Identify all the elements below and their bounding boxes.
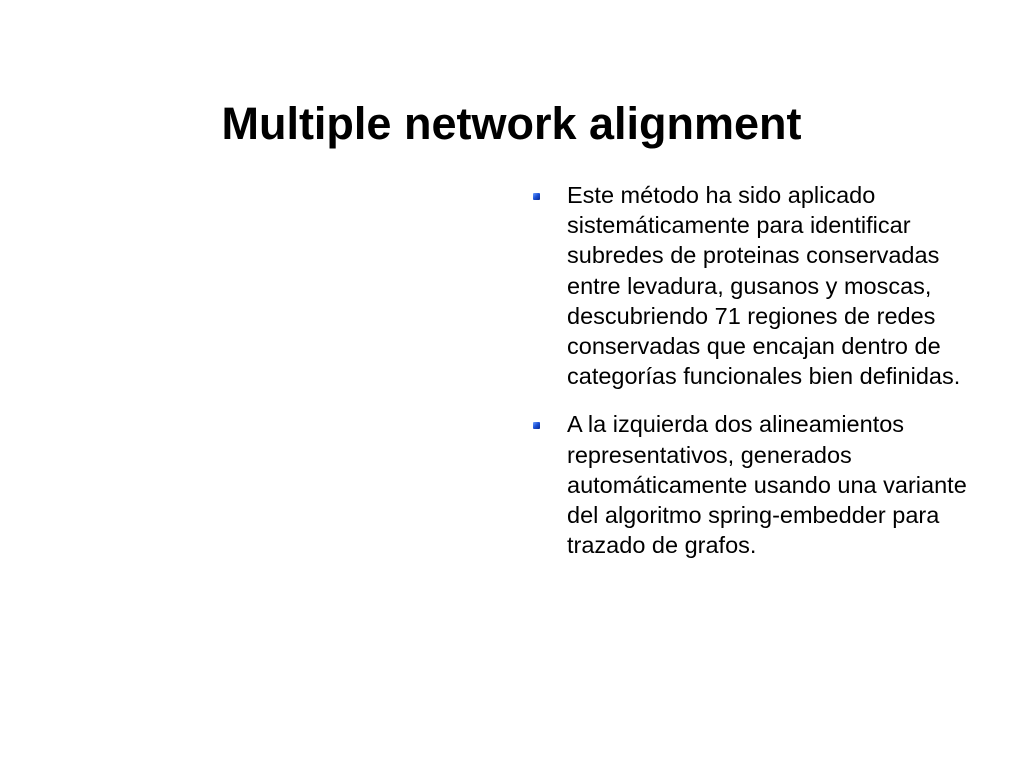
bullet-text: Este método ha sido aplicado sistemáticamente para identificar subredes de proteinas conservadas entre levadura, gusanos y moscas, descubriendo 71 regiones de redes conservadas que encajan dentro de categorías funcionales bien definidas. <box>567 182 961 390</box>
bullet-item <box>530 180 980 391</box>
image-area <box>20 170 510 740</box>
bullet-text: A la izquierda dos alineamientos representativos, generados automáticamente usando una variante del algoritmo spring-embedder para trazado de grafos. <box>567 411 967 559</box>
bullet-list <box>530 180 980 578</box>
bullet-item <box>530 409 980 560</box>
square-bullet-icon <box>533 193 540 200</box>
slide-title: Multiple network alignment <box>221 98 802 150</box>
square-bullet-icon <box>533 422 540 429</box>
